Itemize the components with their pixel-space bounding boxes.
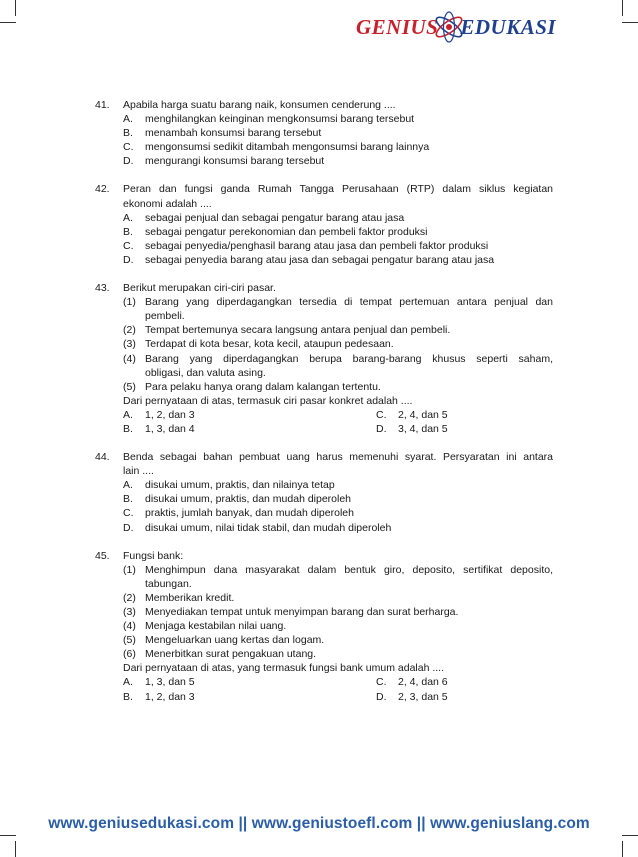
question-closing: Dari pernyataan di atas, yang termasuk fungsi bank umum adalah .... xyxy=(123,662,445,675)
crop-mark xyxy=(622,22,638,23)
statement-4: (4) Barang yang diperdagangkan berupa barang-barang khusus seperti saham, obligasi, dan valuta asing. xyxy=(123,352,553,379)
question-stem: Peran dan fungsi ganda Rumah Tangga Perusahaan (RTP) dalam siklus kegiatan xyxy=(123,183,553,196)
option-b: B. 1, 3, dan 4 xyxy=(123,422,195,435)
statement-1: (1) Menghimpun dana masyarakat dalam bentuk giro, deposito, sertifikat deposito, tabungan. xyxy=(123,563,553,590)
option-c: C. 2, 4, dan 6 xyxy=(376,676,448,689)
option-row xyxy=(123,675,553,689)
question-closing: Dari pernyataan di atas, termasuk ciri pasar konkret adalah .... xyxy=(123,394,413,407)
question-number: 45. xyxy=(95,549,110,562)
footer-links[interactable]: www.geniusedukasi.com || www.geniustoefl.com || www.geniuslang.com xyxy=(48,815,590,832)
question-45 xyxy=(95,549,553,704)
option-c: C. 2, 4, dan 5 xyxy=(376,408,448,421)
option-b: B. sebagai pengatur perekonomian dan pembeli faktor produksi xyxy=(123,225,428,238)
option-a: A. 1, 3, dan 5 xyxy=(123,676,195,689)
statement-3: (3) Terdapat di kota besar, kota kecil, ataupun pedesaan. xyxy=(123,338,394,351)
question-stem-cont: ekonomi adalah .... xyxy=(123,197,212,210)
question-43 xyxy=(95,281,553,436)
brand-name-left: GENIUS xyxy=(356,14,439,39)
crop-mark xyxy=(622,835,638,836)
question-list xyxy=(95,98,553,704)
question-number: 42. xyxy=(95,183,110,196)
question-stem-cont: lain .... xyxy=(123,465,154,478)
option-a: A. menghilangkan keinginan mengkonsumsi barang tersebut xyxy=(123,113,415,126)
brand-logo xyxy=(356,10,556,44)
option-d: D. 2, 3, dan 5 xyxy=(376,690,448,703)
question-stem: Apabila harga suatu barang naik, konsumen cenderung .... xyxy=(123,99,396,111)
statement-4: (4) Menjaga kestabilan nilai uang. xyxy=(123,620,287,633)
question-number: 43. xyxy=(95,282,110,295)
question-number: 44. xyxy=(95,451,110,464)
statement-2: (2) Memberikan kredit. xyxy=(123,591,235,604)
question-42 xyxy=(95,182,553,267)
question-stem: Berikut merupakan ciri-ciri pasar. xyxy=(123,282,276,295)
option-c: C. praktis, jumlah banyak, dan mudah diperoleh xyxy=(123,507,354,520)
question-stem: Fungsi bank: xyxy=(123,549,184,562)
question-44 xyxy=(95,450,553,535)
option-a: A. disukai umum, praktis, dan nilainya tetap xyxy=(123,479,335,492)
statement-5: (5) Mengeluarkan uang kertas dan logam. xyxy=(123,634,325,647)
statement-2: (2) Tempat bertemunya secara langsung antara penjual dan pembeli. xyxy=(123,324,451,337)
option-a: A. sebagai penjual dan sebagai pengatur barang atau jasa xyxy=(123,211,405,224)
option-d: D. disukai umum, nilai tidak stabil, dan mudah diperoleh xyxy=(123,521,392,534)
option-c: C. sebagai penyedia/penghasil barang atau jasa dan pembeli faktor produksi xyxy=(123,239,489,252)
statement-1: (1) Barang yang diperdagangkan tersedia di tempat pertemuan antara penjual dan pembeli. xyxy=(123,296,553,323)
crop-mark xyxy=(622,841,623,857)
option-d: D. 3, 4, dan 5 xyxy=(376,422,448,435)
brand-name-right: EDUKASI xyxy=(460,14,557,39)
statement-3: (3) Menyediakan tempat untuk menyimpan barang dan surat berharga. xyxy=(123,606,459,618)
statement-6: (6) Menerbitkan surat pengakuan utang. xyxy=(123,648,317,661)
option-b: B. disukai umum, praktis, dan mudah diperoleh xyxy=(123,493,352,506)
crop-mark xyxy=(15,841,16,857)
option-d: D. sebagai penyedia barang atau jasa dan sebagai pengatur barang atau jasa xyxy=(123,253,495,266)
question-41 xyxy=(95,98,553,168)
question-stem: Benda sebagai bahan pembuat uang harus memenuhi syarat. Persyaratan ini antara xyxy=(123,451,553,464)
option-a: A. 1, 2, dan 3 xyxy=(123,408,195,421)
option-row xyxy=(123,422,553,436)
option-row xyxy=(123,408,553,422)
crop-mark xyxy=(622,0,623,16)
crop-mark xyxy=(0,835,16,836)
option-b: B. menambah konsumsi barang tersebut xyxy=(123,127,322,140)
question-number: 41. xyxy=(95,99,110,111)
option-d: D. mengurangi konsumsi barang tersebut xyxy=(123,155,325,168)
option-b: B. 1, 2, dan 3 xyxy=(123,690,195,703)
crop-mark xyxy=(0,22,16,23)
option-c: C. mengonsumsi sedikit ditambah mengonsumsi barang lainnya xyxy=(123,141,430,154)
option-row xyxy=(123,690,553,704)
crop-mark xyxy=(15,0,16,16)
statement-5: (5) Para pelaku hanya orang dalam kalangan tertentu. xyxy=(123,380,381,393)
